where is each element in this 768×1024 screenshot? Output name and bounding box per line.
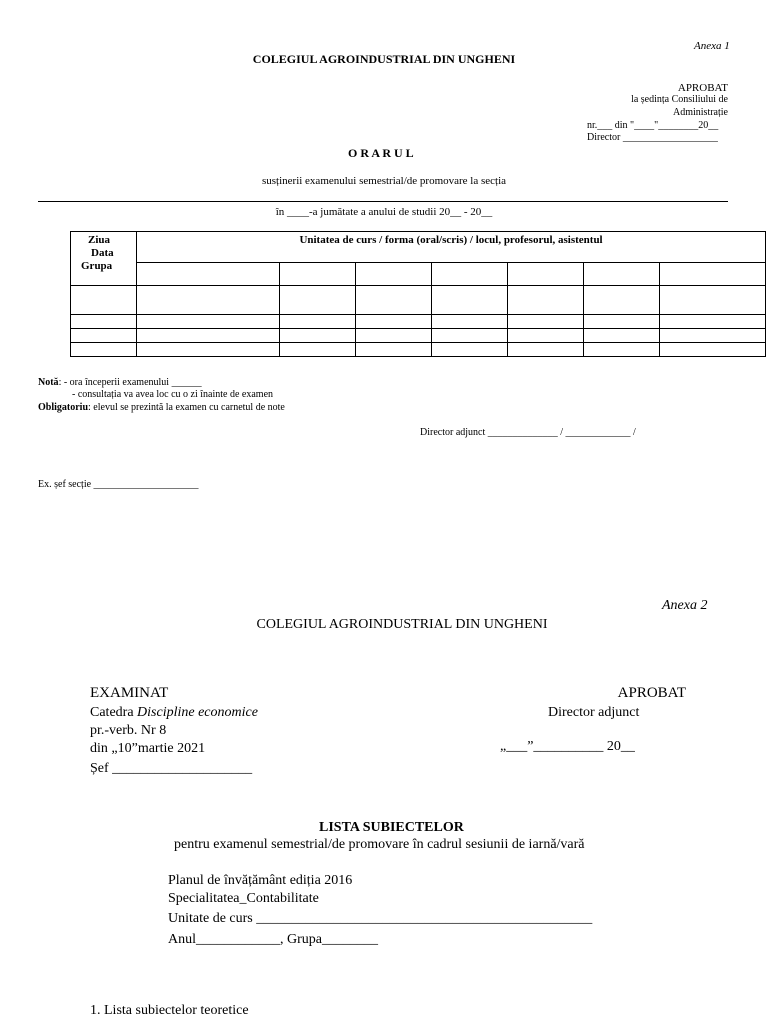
section-head-signature: Ex. șef secție _____________________ (38, 479, 199, 490)
course-unit: Unitate de curs ________________________________________________ (168, 911, 593, 926)
table-cell (584, 263, 660, 286)
examined-title: EXAMINAT (90, 685, 169, 701)
approval-line: la ședința Consiliului de (631, 94, 728, 105)
table-cell (660, 263, 766, 286)
approved-date: „___”__________ 20__ (500, 739, 635, 754)
subjects-list-subtitle: pentru examenul semestrial/de promovare în cadrul sesiunii de iarnă/vară (174, 837, 585, 852)
table-cell (137, 263, 280, 286)
table-row (71, 329, 766, 343)
study-plan: Planul de învățământ ediția 2016 (168, 873, 353, 888)
approved-role: Director adjunct (548, 705, 640, 720)
schedule-title: O R A R U L (348, 146, 414, 160)
specialty: Specialitatea_Contabilitate (168, 891, 319, 906)
note-text: : - ora începerii examenului ______ (58, 377, 202, 388)
college-title: COLEGIUL AGROINDUSTRIAL DIN UNGHENI (252, 52, 516, 66)
note-line (38, 377, 202, 388)
department-prefix: Catedra (90, 705, 138, 720)
corner-date: Data (91, 247, 114, 259)
schedule-table (70, 231, 766, 357)
minutes-number: pr.-verb. Nr 8 (90, 723, 167, 738)
divider-line (38, 201, 728, 202)
approved-title: APROBAT (617, 685, 686, 701)
college-title: COLEGIUL AGROINDUSTRIAL DIN UNGHENI (256, 617, 548, 632)
mandatory-label: Obligatoriu (38, 402, 89, 413)
schedule-subtitle: susținerii examenului semestrial/de promovare la secția (261, 175, 507, 187)
annex-label: Anexa 2 (662, 598, 708, 613)
corner-day: Ziua (88, 234, 111, 246)
mandatory-line (38, 402, 285, 413)
table-cell (432, 263, 508, 286)
table-row (71, 343, 766, 357)
minutes-date: din „10”martie 2021 (90, 741, 206, 756)
approval-line: Administrație (673, 107, 728, 118)
deputy-director-signature: Director adjunct ______________ / _____________ / (420, 427, 636, 438)
approval-title: APROBAT (677, 82, 728, 94)
subjects-list-title: LISTA SUBIECTELOR (319, 820, 464, 835)
corner-group: Grupa (81, 260, 113, 272)
mandatory-text: : elevul se prezintă la examen cu carnetul de note (88, 402, 285, 413)
department (90, 705, 258, 721)
approval-director: Director ___________________ (587, 132, 718, 143)
chief-signature: Șef ____________________ (90, 761, 253, 776)
note-label: Notă (38, 377, 59, 388)
table-cell (280, 263, 356, 286)
table-cell (356, 263, 432, 286)
department-name: Discipline economice (137, 705, 258, 720)
approval-number: nr.___ din "____"________20__ (587, 120, 719, 131)
note-consultation: - consultația va avea loc cu o zi înainte de examen (72, 389, 274, 400)
table-corner-cell (71, 232, 137, 286)
annex-label: Anexa 1 (694, 40, 730, 52)
table-row (71, 286, 766, 315)
year-group: Anul____________, Grupa________ (168, 932, 378, 947)
table-header: Unitatea de curs / forma (oral/scris) / locul, profesorul, asistentul (137, 232, 766, 263)
table-cell (508, 263, 584, 286)
table-row (71, 315, 766, 329)
theory-subjects-heading: 1. Lista subiectelor teoretice (90, 1003, 249, 1018)
study-period: în ____-a jumătate a anului de studii 20__ - 20__ (275, 206, 493, 218)
